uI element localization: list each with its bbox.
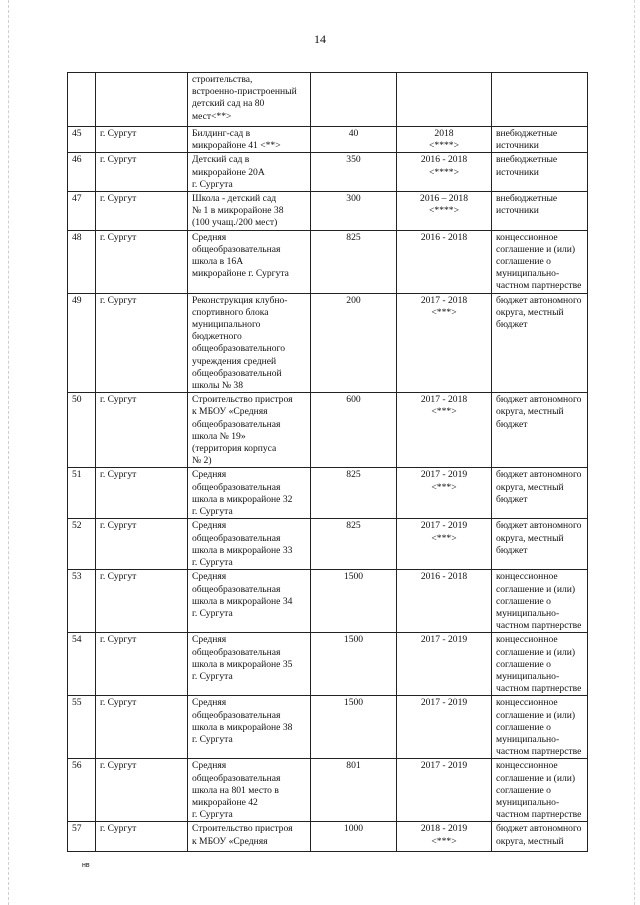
cell-capacity-text: 825 <box>346 520 361 532</box>
cell-capacity-text: 1000 <box>343 823 364 835</box>
cell-number-text: 52 <box>72 520 82 532</box>
cell-capacity-text: 825 <box>346 469 361 481</box>
cell-capacity-text: 801 <box>346 760 361 772</box>
cell-number <box>68 696 96 759</box>
cell-number <box>68 153 96 192</box>
table-row <box>68 822 588 852</box>
cell-capacity <box>311 127 397 153</box>
cell-period-text: 2017 - 2019 <***> <box>420 469 468 493</box>
table-row <box>68 696 588 759</box>
cell-city <box>96 468 188 519</box>
table-row <box>68 153 588 192</box>
cell-city <box>96 393 188 468</box>
cell-capacity <box>311 230 397 293</box>
cell-city <box>96 192 188 231</box>
cell-funding-source-text: бюджет автономного округа, местный бюджет <box>496 520 582 556</box>
cell-period <box>397 230 492 293</box>
cell-funding-source-text: бюджет автономного округа, местный бюджет <box>496 394 582 430</box>
cell-capacity-text: 600 <box>346 394 361 406</box>
cell-city <box>96 519 188 570</box>
cell-funding-source-text: концессионное соглашение и (или) соглашение о муниципально- частном партнерстве <box>496 571 582 632</box>
cell-object <box>188 230 311 293</box>
cell-city <box>96 230 188 293</box>
table-row <box>68 759 588 822</box>
cell-number-text: 53 <box>72 571 82 583</box>
cell-city <box>96 293 188 393</box>
cell-city-text: г. Сургут <box>100 128 137 139</box>
cell-city-text: г. Сургут <box>100 469 137 481</box>
cell-number-text: 48 <box>72 231 82 243</box>
cell-funding-source-text: бюджет автономного округа, местный <box>496 823 582 847</box>
cell-city-text: г. Сургут <box>100 193 137 205</box>
cell-object-text: Билдинг-сад в микрорайоне 41 <**> <box>192 128 281 152</box>
cell-city-text: г. Сургут <box>100 697 137 709</box>
facilities-table <box>67 72 588 852</box>
table-row <box>68 230 588 293</box>
cell-funding-source <box>492 519 588 570</box>
cell-funding-source <box>492 393 588 468</box>
cell-number-text: 54 <box>72 634 82 646</box>
cell-funding-source-text: внебюджетные источники <box>496 128 558 152</box>
cell-number <box>68 293 96 393</box>
cell-capacity-text: 1500 <box>343 571 364 583</box>
cell-capacity <box>311 393 397 468</box>
cell-number <box>68 633 96 696</box>
cell-object-text: Школа - детский сад № 1 в микрорайоне 38 (100 учащ./200 мест) <box>192 193 284 229</box>
cell-object <box>188 192 311 231</box>
cell-object-text: Реконструкция клубно- спортивного блока муниципального бюджетного общеобразовательного учреждения средней общеобразовательной школы № 38 <box>192 294 288 392</box>
cell-number <box>68 468 96 519</box>
cell-funding-source <box>492 822 588 852</box>
cell-capacity <box>311 192 397 231</box>
cell-capacity <box>311 153 397 192</box>
cell-period-text: 2018 - 2019 <***> <box>420 823 468 847</box>
cell-number-text: 47 <box>72 193 82 205</box>
table-row <box>68 468 588 519</box>
cell-number-text: 50 <box>72 394 82 406</box>
cell-object <box>188 393 311 468</box>
cell-number <box>68 393 96 468</box>
cell-period <box>397 153 492 192</box>
cell-city <box>96 570 188 633</box>
cell-number <box>68 230 96 293</box>
cell-object <box>188 633 311 696</box>
cell-object <box>188 570 311 633</box>
cell-capacity-text: 300 <box>346 193 361 205</box>
cell-number <box>68 127 96 153</box>
cell-capacity <box>311 73 397 127</box>
cell-object-text: Средняя общеобразовательная школа в микрорайоне 33 г. Сургута <box>192 520 293 569</box>
cell-city-text: г. Сургут <box>100 520 137 532</box>
cell-capacity-text: 1500 <box>343 634 364 646</box>
cell-object <box>188 127 311 153</box>
cell-funding-source <box>492 759 588 822</box>
cell-period <box>397 468 492 519</box>
cell-period <box>397 822 492 852</box>
cell-city-text: г. Сургут <box>100 231 137 243</box>
cell-period-text: 2017 - 2019 <***> <box>420 520 468 544</box>
cell-city <box>96 127 188 153</box>
cell-funding-source <box>492 570 588 633</box>
cell-city-text: г. Сургут <box>100 154 137 166</box>
cell-capacity <box>311 822 397 852</box>
cell-period <box>397 519 492 570</box>
cell-city <box>96 73 188 127</box>
cell-object-text: Строительство пристроя к МБОУ «Средняя общеобразовательная школа № 19» (территория корпуса № 2) <box>192 394 293 467</box>
table-row <box>68 73 588 127</box>
table-row <box>68 519 588 570</box>
cell-city-text: г. Сургут <box>100 294 137 306</box>
cell-period-text: 2017 - 2018 <***> <box>420 294 468 318</box>
cell-object <box>188 153 311 192</box>
cell-funding-source <box>492 633 588 696</box>
cell-capacity-text: 1500 <box>343 697 364 709</box>
cell-funding-source-text: концессионное соглашение и (или) соглашение о муниципально- частном партнерстве <box>496 760 582 821</box>
cell-object-text: Строительство пристроя к МБОУ «Средняя <box>192 823 293 847</box>
cell-period-text: 2018 <****> <box>428 128 459 152</box>
table-row <box>68 192 588 231</box>
cell-funding-source <box>492 192 588 231</box>
footer-code: нв <box>82 862 90 869</box>
cell-period <box>397 759 492 822</box>
cell-capacity <box>311 696 397 759</box>
cell-funding-source-text: внебюджетные источники <box>496 193 558 217</box>
cell-number <box>68 192 96 231</box>
cell-period-text: 2016 - 2018 <box>420 231 468 243</box>
table-row <box>68 293 588 393</box>
cell-object <box>188 293 311 393</box>
cell-funding-source-text: концессионное соглашение и (или) соглашение о муниципально- частном партнерстве <box>496 231 582 292</box>
cell-period <box>397 73 492 127</box>
cell-number <box>68 570 96 633</box>
table-row <box>68 127 588 153</box>
cell-funding-source-text: внебюджетные источники <box>496 154 558 178</box>
cell-period-text: 2017 - 2019 <box>420 697 468 709</box>
cell-object <box>188 759 311 822</box>
cell-city <box>96 153 188 192</box>
page-number: 14 <box>314 32 326 46</box>
cell-funding-source <box>492 468 588 519</box>
cell-city <box>96 822 188 852</box>
cell-period-text: 2016 - 2018 <box>420 571 468 583</box>
cell-period <box>397 127 492 153</box>
cell-period-text: 2016 – 2018 <****> <box>420 193 468 217</box>
cell-number-text: 45 <box>72 128 82 139</box>
cell-period <box>397 293 492 393</box>
cell-capacity <box>311 293 397 393</box>
cell-city <box>96 633 188 696</box>
cell-period <box>397 393 492 468</box>
cell-funding-source-text: концессионное соглашение и (или) соглашение о муниципально- частном партнерстве <box>496 697 582 758</box>
cell-object <box>188 73 311 127</box>
table-row <box>68 570 588 633</box>
cell-object-text: Средняя общеобразовательная школа в 16А микрорайоне г. Сургута <box>192 231 289 280</box>
cell-number-text: 57 <box>72 823 82 835</box>
cell-capacity <box>311 759 397 822</box>
cell-capacity <box>311 519 397 570</box>
cell-funding-source-text: концессионное соглашение и (или) соглашение о муниципально- частном партнерстве <box>496 634 582 695</box>
cell-number-text: 49 <box>72 294 82 306</box>
cell-object-text: Средняя общеобразовательная школа на 801 место в микрорайоне 42 г. Сургута <box>192 760 281 821</box>
scan-edge-left <box>8 0 10 905</box>
cell-object-text: Средняя общеобразовательная школа в микрорайоне 35 г. Сургута <box>192 634 293 682</box>
cell-capacity <box>311 468 397 519</box>
cell-object-text: Средняя общеобразовательная школа в микрорайоне 32 г. Сургута <box>192 469 293 518</box>
cell-object-text: Средняя общеобразовательная школа в микрорайоне 34 г. Сургута <box>192 571 293 619</box>
cell-funding-source <box>492 293 588 393</box>
cell-city-text: г. Сургут <box>100 823 137 835</box>
cell-number <box>68 519 96 570</box>
cell-number <box>68 759 96 822</box>
cell-city <box>96 759 188 822</box>
cell-period-text: 2017 - 2019 <box>420 634 468 646</box>
cell-number-text: 56 <box>72 760 82 772</box>
cell-city-text: г. Сургут <box>100 634 137 646</box>
scan-edge-right <box>634 0 636 905</box>
cell-period-text: 2017 - 2019 <box>420 760 468 772</box>
cell-city-text: г. Сургут <box>100 394 137 406</box>
cell-period-text: 2016 - 2018 <****> <box>420 154 468 178</box>
cell-period-text: 2017 - 2018 <***> <box>420 394 468 418</box>
cell-funding-source <box>492 73 588 127</box>
cell-city-text: г. Сургут <box>100 571 137 583</box>
cell-object <box>188 696 311 759</box>
cell-funding-source <box>492 230 588 293</box>
cell-object-text: Детский сад в микрорайоне 20А г. Сургута <box>192 154 265 190</box>
cell-city-text: г. Сургут <box>100 760 137 772</box>
cell-object <box>188 468 311 519</box>
cell-funding-source <box>492 153 588 192</box>
cell-funding-source <box>492 696 588 759</box>
cell-funding-source <box>492 127 588 153</box>
cell-capacity-text: 200 <box>346 294 361 306</box>
cell-number-text: 46 <box>72 154 82 166</box>
cell-period <box>397 570 492 633</box>
cell-capacity <box>311 633 397 696</box>
cell-number-text: 51 <box>72 469 82 481</box>
cell-funding-source-text: бюджет автономного округа, местный бюджет <box>496 294 582 331</box>
cell-period <box>397 696 492 759</box>
cell-number <box>68 73 96 127</box>
cell-capacity <box>311 570 397 633</box>
cell-capacity-text: 350 <box>346 154 361 166</box>
cell-object-text: строительства, встроенно-пристроенный детский сад на 80 мест<**> <box>192 74 297 122</box>
table-row <box>68 633 588 696</box>
cell-object-text: Средняя общеобразовательная школа в микрорайоне 38 г. Сургута <box>192 697 293 745</box>
cell-object <box>188 519 311 570</box>
cell-city <box>96 696 188 759</box>
cell-capacity-text: 40 <box>348 128 359 139</box>
cell-period <box>397 192 492 231</box>
cell-funding-source-text: бюджет автономного округа, местный бюджет <box>496 469 582 505</box>
cell-number <box>68 822 96 852</box>
cell-object <box>188 822 311 852</box>
cell-capacity-text: 825 <box>346 231 361 243</box>
cell-number-text: 55 <box>72 697 82 709</box>
cell-period <box>397 633 492 696</box>
table-row <box>68 393 588 468</box>
